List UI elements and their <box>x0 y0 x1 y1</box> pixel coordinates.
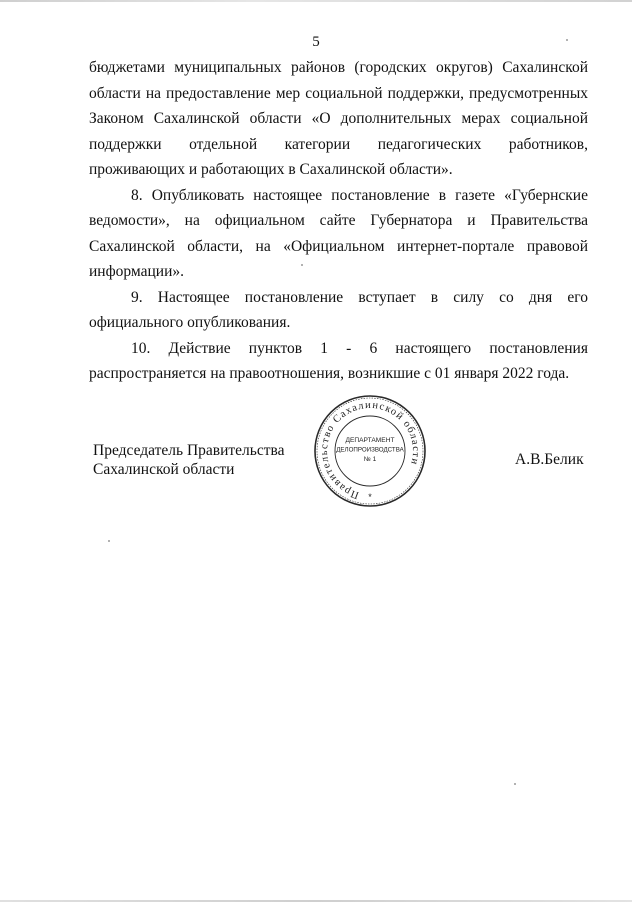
scan-edge-bottom <box>0 900 632 902</box>
seal-star-icon: * <box>368 492 372 502</box>
seal-ring-text: Правительство Сахалинской области <box>318 399 422 501</box>
scan-speck <box>566 39 568 41</box>
paragraph-item-10: 10. Действие пунктов 1 - 6 настоящего постановления распространяется на правоотношения, возникшие с 01 января 2022 года. <box>89 339 588 382</box>
seal-graphic <box>311 393 429 509</box>
signatory-position-line-2: Сахалинской области <box>93 461 235 478</box>
document-body <box>89 55 588 387</box>
official-seal-stamp <box>311 393 429 509</box>
paragraph-continuation: бюджетами муниципальных районов (городских округов) Сахалинской области на предоставление мер социальной поддержки, предусмотренных Законом Сахалинской области «О дополнительных мерах социальной поддержки отдельной категории педагогических работников, проживающих и работающих в Сахалинской области». <box>89 59 588 178</box>
signatory-position-line-1: Председатель Правительства <box>93 442 285 459</box>
signatory-position <box>93 441 285 479</box>
paragraph-item-8: 8. Опубликовать настоящее постановление в газете «Губернские ведомости», на официальном сайте Губернатора и Правительства Сахалинской области, на «Официальном интернет-портале правовой информации». <box>89 186 588 280</box>
seal-center-line-3: № 1 <box>363 456 377 463</box>
scan-speck <box>514 783 516 785</box>
seal-center-line-2: ДЕЛОПРОИЗВОДСТВА <box>336 446 404 454</box>
scan-edge-top <box>0 0 632 2</box>
seal-center-line-1: ДЕПАРТАМЕНТ <box>345 437 395 444</box>
signatory-name: А.В.Белик <box>515 451 584 468</box>
paragraph-item-9: 9. Настоящее постановление вступает в силу со дня его официального опубликования. <box>89 288 588 331</box>
page-number: 5 <box>312 34 320 50</box>
scan-speck <box>301 264 303 266</box>
scan-speck <box>108 540 110 542</box>
